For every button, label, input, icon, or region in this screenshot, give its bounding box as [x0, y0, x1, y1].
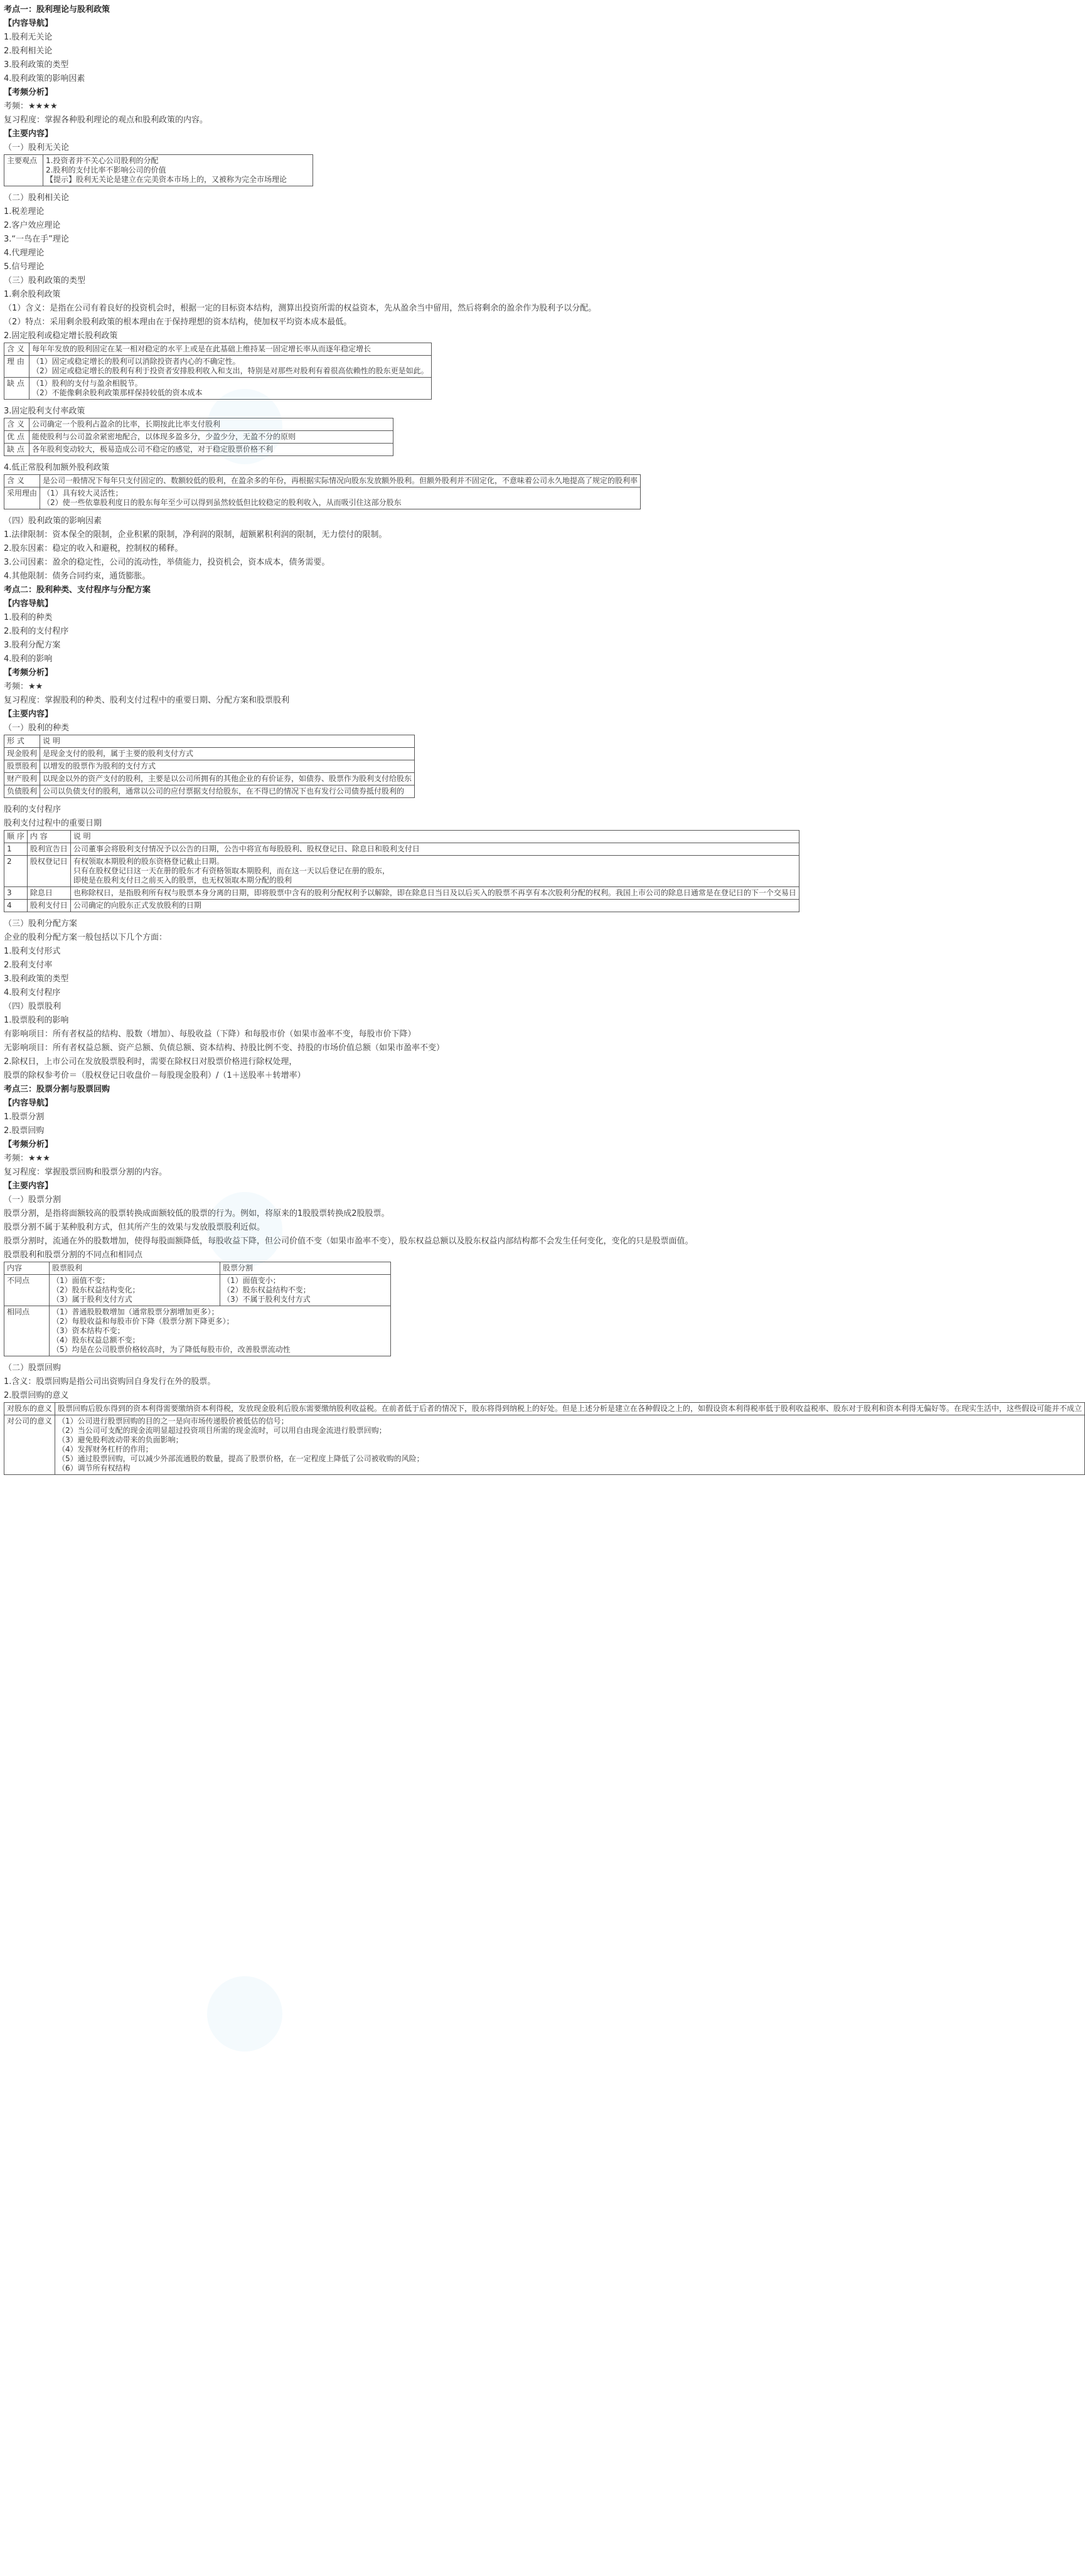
- table-cell: 以现金以外的资产支付的股利，主要是以公司所拥有的其他企业的有价证券，如债券、股票作为股利支付给股东: [40, 773, 415, 785]
- table-cell: 含 义: [4, 475, 40, 487]
- text-line: 1.股票股利的影响: [4, 1016, 69, 1025]
- table-cell: 公司确定一个股利占盈余的比率，长期按此比率支付股利: [29, 418, 393, 431]
- table-row: [4, 487, 641, 509]
- table-row: [4, 773, 415, 785]
- table-cell: 内容: [4, 1262, 50, 1275]
- text-line: 无影响项目：所有者权益总额、资产总额、负债总额、资本结构、持股比例不变、持股的市场价值总额（如果市盈率不变）: [4, 1043, 445, 1053]
- table-cell: 各年股利变动较大，极易造成公司不稳定的感觉，对于稳定股票价格不利: [29, 444, 393, 456]
- table-cell: （1）固定或稳定增长的股利可以消除投资者内心的不确定性。 （2）固定或稳定增长的股利有利于投资者安排股利收入和支出，特别是对那些对股利有着很高依赖性的股东更是如此。: [29, 356, 432, 378]
- text-line: 2.股票回购的意义: [4, 1391, 69, 1400]
- content-table: [4, 1402, 1085, 1475]
- table-cell: 能使股利与公司盈余紧密地配合，以体现多盈多分，少盈少分，无盈不分的原则: [29, 431, 393, 444]
- table-row: [4, 748, 415, 760]
- table-cell: 每年年发放的股利固定在某一相对稳定的水平上或是在此基础上维持某一固定增长率从而逐年稳定增长: [29, 343, 432, 356]
- table-cell: （1）面值不变； （2）股东权益结构变化； （3）属于股利支付方式: [50, 1275, 220, 1306]
- text-line: 1.剩余股利政策: [4, 290, 61, 299]
- table-cell: 对股东的意义: [4, 1403, 55, 1415]
- text-line: 股票的除权参考价＝（股权登记日收盘价－每股现金股利）/（1＋送股率＋转增率）: [4, 1071, 306, 1080]
- text-line: 有影响项目：所有者权益的结构、股数（增加）、每股收益（下降）和每股市价（如果市盈率不变，每股市价下降）: [4, 1030, 416, 1039]
- table-cell: 有权领取本期股利的股东资格登记截止日期。 只有在股权登记日这一天在册的股东才有资格领取本期股利，而在这一天以后登记在册的股东， 即使是在股利支付日之前买入的股票，也无权领取本期分配的股利: [70, 856, 799, 887]
- section-heading: 考点一：股利理论与股利政策: [4, 5, 110, 14]
- text-line: 3.股利政策的类型: [4, 60, 69, 70]
- table-row: [4, 1403, 1085, 1415]
- table-cell: 3: [4, 887, 28, 900]
- content-table: [4, 474, 641, 509]
- content-table: [4, 1262, 391, 1356]
- text-line: 复习程度：掌握股票回购和股票分割的内容。: [4, 1168, 168, 1177]
- text-line: （四）股利政策的影响因素: [4, 516, 102, 526]
- section-heading: 考点二：股利种类、支付程序与分配方案: [4, 585, 151, 595]
- text-line: （三）股利政策的类型: [4, 276, 86, 285]
- table-cell: 说 明: [70, 831, 799, 843]
- text-line: 4.其他限制：债务合同约束，通货膨胀。: [4, 572, 151, 581]
- table-cell: 以增发的股票作为股利的支付方式: [40, 760, 415, 773]
- content-table: [4, 343, 432, 400]
- text-line: 2.股利相关论: [4, 46, 53, 56]
- table-cell: 含 义: [4, 418, 29, 431]
- table-cell: 1.投资者并不关心公司股利的分配 2.股利的支付比率不影响公司的价值 【提示】股利无关论是建立在完美资本市场上的，又被称为完全市场理论: [43, 155, 313, 186]
- text-line: 股票分割，是指将面额较高的股票转换成面额较低的股票的行为。例如，将原来的1股股票转换成2股股票。: [4, 1209, 390, 1218]
- table-cell: 形 式: [4, 735, 40, 748]
- table-row: [4, 843, 799, 856]
- table-row: [4, 831, 799, 843]
- table-cell: 是现金支付的股利，属于主要的股利支付方式: [40, 748, 415, 760]
- table-cell: 主要观点: [4, 155, 43, 186]
- text-line: 股票股利和股票分割的不同点和相同点: [4, 1250, 143, 1260]
- section-heading: 【考频分析】: [4, 668, 53, 678]
- table-cell: （1）具有较大灵活性； （2）使一些依靠股利度日的股东每年至少可以得到虽然较低但比较稳定的股利收入，从而吸引住这部分股东: [40, 487, 641, 509]
- section-heading: 【考频分析】: [4, 88, 53, 97]
- watermark-logo: [207, 1976, 282, 2052]
- table-cell: 股票回购后股东得到的资本利得需要缴纳资本利得税，发放现金股利后股东需要缴纳股利收益税。在前者低于后者的情况下，股东将得到纳税上的好处。但是上述分析是建立在各种假设之上的，如假设资本利得税率低于股利收益税率、股东对于股利和资本利得无偏好等。在现实生活中，这些假设可能并不成立: [55, 1403, 1085, 1415]
- table-cell: 股票分割: [220, 1262, 391, 1275]
- text-line: 3.股利分配方案: [4, 641, 61, 650]
- text-line: （一）股票分割: [4, 1195, 61, 1205]
- section-heading: 【主要内容】: [4, 129, 53, 139]
- table-row: [4, 1262, 391, 1275]
- text-line: 1.含义：股票回购是指公司出资购回自身发行在外的股票。: [4, 1377, 216, 1386]
- table-row: [4, 900, 799, 912]
- text-line: （四）股票股利: [4, 1002, 61, 1011]
- table-row: [4, 760, 415, 773]
- text-line: 1.股利无关论: [4, 33, 53, 42]
- text-line: 股利支付过程中的重要日期: [4, 819, 102, 828]
- table-cell: 是公司一般情况下每年只支付固定的、数额较低的股利，在盈余多的年份，再根据实际情况向股东发放额外股利。但额外股利并不固定化，不意味着公司永久地提高了规定的股利率: [40, 475, 641, 487]
- table-row: [4, 343, 432, 356]
- text-line: 1.股利的种类: [4, 613, 53, 622]
- text-line: 股票分割时，流通在外的股数增加，使得每股面额降低，每股收益下降，但公司价值不变（如果市盈率不变），股东权益总额以及股东权益内部结构都不会发生任何变化，变化的只是股票面值。: [4, 1237, 693, 1246]
- text-line: 4.股利支付程序: [4, 988, 61, 998]
- table-cell: （1）普通股股数增加（通常股票分割增加更多）； （2）每股收益和每股市价下降（股票分割下降更多）； （3）资本结构不变； （4）股东权益总额不变； （5）均是在公司股票价格较高时，为了降低每股市价，改善股票流动性: [50, 1306, 391, 1356]
- text-line: 考频：★★★: [4, 1154, 50, 1163]
- table-cell: 顺 序: [4, 831, 28, 843]
- text-line: 复习程度：掌握各种股利理论的观点和股利政策的内容。: [4, 115, 208, 125]
- table-cell: 公司确定的向股东正式发放股利的日期: [70, 900, 799, 912]
- table-row: [4, 1275, 391, 1306]
- table-cell: 相同点: [4, 1306, 50, 1356]
- content-table: [4, 735, 415, 798]
- text-line: 1.税差理论: [4, 207, 45, 216]
- table-cell: 采用理由: [4, 487, 40, 509]
- text-line: 4.代理理论: [4, 248, 45, 258]
- text-line: 5.信号理论: [4, 262, 45, 272]
- text-line: 3.“一鸟在手”理论: [4, 235, 69, 244]
- table-cell: 现金股利: [4, 748, 40, 760]
- table-row: [4, 1306, 391, 1356]
- watermark-logo: [207, 389, 282, 464]
- text-line: 4.低正常股利加额外股利政策: [4, 463, 110, 472]
- text-line: （二）股票回购: [4, 1363, 61, 1373]
- text-line: 2.客户效应理论: [4, 221, 61, 230]
- section-heading: 【内容导航】: [4, 1099, 53, 1108]
- text-line: （1）含义：是指在公司有着良好的投资机会时，根据一定的目标资本结构，测算出投资所需的权益资本，先从盈余当中留用，然后将剩余的盈余作为股利予以分配。: [4, 304, 597, 313]
- table-cell: 公司以负债支付的股利，通常以公司的应付票据支付给股东，在不得已的情况下也有发行公司债券抵付股利的: [40, 785, 415, 798]
- content-table: [4, 154, 313, 186]
- table-cell: 也称除权日，是指股利所有权与股票本身分离的日期，即将股票中含有的股利分配权利予以解除，即在除息日当日及以后买入的股票不再享有本次股利分配的权利。我国上市公司的除息日通常是在登记日的下一个交易日: [70, 887, 799, 900]
- text-line: （一）股利无关论: [4, 143, 70, 152]
- text-line: 2.股利的支付程序: [4, 627, 69, 636]
- table-cell: 负债股利: [4, 785, 40, 798]
- table-cell: 除息日: [27, 887, 70, 900]
- text-line: 2.股东因素：稳定的收入和避税，控制权的稀释。: [4, 544, 183, 553]
- content-table: [4, 830, 799, 912]
- table-cell: 股票股利: [4, 760, 40, 773]
- text-line: 2.股票回购: [4, 1126, 45, 1136]
- text-line: 2.固定股利或稳定增长股利政策: [4, 331, 118, 341]
- text-line: （三）股利分配方案: [4, 919, 78, 929]
- section-heading: 【内容导航】: [4, 599, 53, 609]
- table-row: [4, 431, 393, 444]
- table-cell: 优 点: [4, 431, 29, 444]
- table-cell: 内 容: [27, 831, 70, 843]
- table-row: [4, 856, 799, 887]
- section-heading: 【主要内容】: [4, 1181, 53, 1191]
- table-cell: （1）公司进行股票回购的目的之一是向市场传递股价被低估的信号； （2）当公司可支配的现金流明显超过投资项目所需的现金流时，可以用自由现金流进行股票回购； （3）避免股利波动带来的负面影响； （4）发挥财务杠杆的作用； （5）通过股票回购，可以减少外部流通股的数量，提高了股票价格，在一定程度上降低了公司被收购的风险； （6）调节所有权结构: [55, 1415, 1085, 1475]
- text-line: 3.固定股利支付率政策: [4, 407, 85, 416]
- content-table: [4, 418, 393, 456]
- text-line: （一）股利的种类: [4, 723, 70, 733]
- table-cell: 缺 点: [4, 378, 29, 400]
- table-cell: （1）股利的支付与盈余相脱节。 （2）不能像剩余股利政策那样保持较低的资本成本: [29, 378, 432, 400]
- text-line: （2）特点：采用剩余股利政策的根本理由在于保持理想的资本结构，使加权平均资本成本最低。: [4, 317, 352, 327]
- table-row: [4, 444, 393, 456]
- table-row: [4, 418, 393, 431]
- table-row: [4, 378, 432, 400]
- table-cell: 缺 点: [4, 444, 29, 456]
- watermark-logo: [207, 1192, 282, 1267]
- text-line: 2.股利支付率: [4, 961, 53, 970]
- table-cell: 对公司的意义: [4, 1415, 55, 1475]
- table-cell: 1: [4, 843, 28, 856]
- text-line: 4.股利的影响: [4, 654, 53, 664]
- table-cell: 2: [4, 856, 28, 887]
- table-cell: 财产股利: [4, 773, 40, 785]
- section-heading: 考点三：股票分割与股票回购: [4, 1085, 110, 1094]
- table-cell: 含 义: [4, 343, 29, 356]
- table-row: [4, 785, 415, 798]
- text-line: 4.股利政策的影响因素: [4, 74, 85, 83]
- table-cell: （1）面值变小； （2）股东权益结构不变； （3）不属于股利支付方式: [220, 1275, 391, 1306]
- table-row: [4, 887, 799, 900]
- table-row: [4, 735, 415, 748]
- table-cell: 不同点: [4, 1275, 50, 1306]
- table-row: [4, 356, 432, 378]
- text-line: 企业的股利分配方案一般包括以下几个方面：: [4, 933, 168, 942]
- section-heading: 【考频分析】: [4, 1140, 53, 1149]
- table-cell: 4: [4, 900, 28, 912]
- table-cell: 公司董事会将股利支付情况予以公告的日期，公告中将宣布每股股利、股权登记日、除息日和股利支付日: [70, 843, 799, 856]
- section-heading: 【内容导航】: [4, 19, 53, 28]
- table-row: [4, 155, 313, 186]
- text-line: 3.公司因素：盈余的稳定性，公司的流动性，举债能力，投资机会，资本成本，债务需要。: [4, 558, 330, 567]
- text-line: 3.股利政策的类型: [4, 974, 69, 984]
- text-line: 1.法律限制：资本保全的限制，企业积累的限制，净利润的限制，超额累积利润的限制，无力偿付的限制。: [4, 530, 387, 540]
- text-line: 考频：★★: [4, 682, 43, 691]
- table-cell: 股票股利: [50, 1262, 220, 1275]
- table-cell: 股利宣告日: [27, 843, 70, 856]
- text-line: 股票分割不属于某种股利方式，但其所产生的效果与发放股票股利近似。: [4, 1223, 265, 1232]
- text-line: 考频：★★★★: [4, 102, 58, 111]
- text-line: 2.除权日，上市公司在发放股票股利时，需要在除权日对股票价格进行除权处理，: [4, 1057, 297, 1067]
- text-line: （二）股利相关论: [4, 193, 70, 203]
- text-line: 股利的支付程序: [4, 805, 61, 814]
- table-row: [4, 1415, 1085, 1475]
- table-cell: 说 明: [40, 735, 415, 748]
- text-line: 复习程度：掌握股利的种类、股利支付过程中的重要日期、分配方案和股票股利: [4, 696, 290, 705]
- table-cell: 股利支付日: [27, 900, 70, 912]
- table-row: [4, 475, 641, 487]
- table-cell: 股权登记日: [27, 856, 70, 887]
- text-line: 1.股利支付形式: [4, 947, 61, 956]
- text-line: 1.股票分割: [4, 1112, 45, 1122]
- section-heading: 【主要内容】: [4, 710, 53, 719]
- table-cell: 理 由: [4, 356, 29, 378]
